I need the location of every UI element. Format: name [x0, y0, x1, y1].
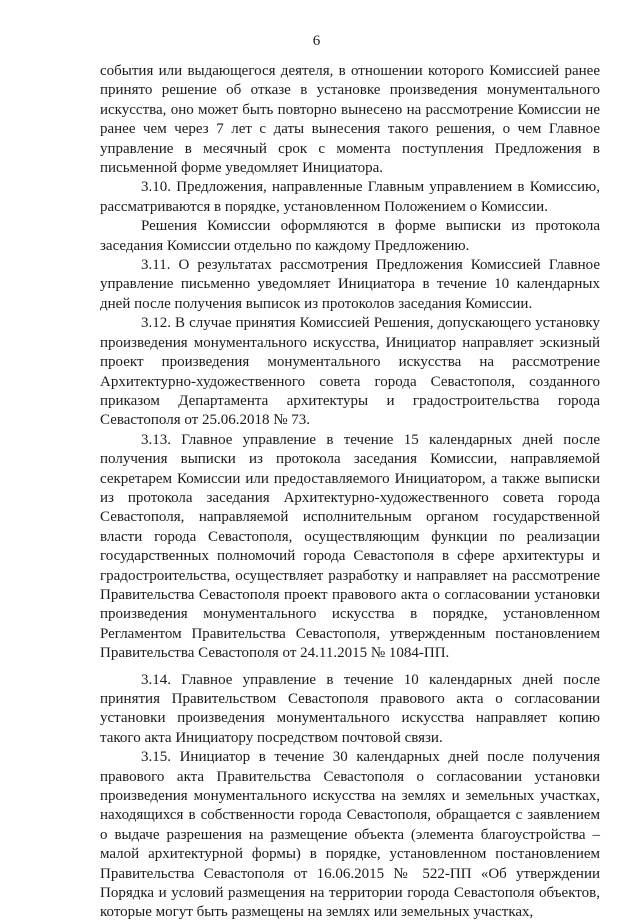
paragraph-commission-decisions: Решения Комиссии оформляются в форме выписки из протокола заседания Комиссии отдельно по каждому Предложению.: [100, 218, 600, 254]
paragraph-3-11: 3.11. О результатах рассмотрения Предложения Комиссией Главное управление письменно уведомляет Инициатора в течение 10 календарных дней после получения выписок из протоколов заседания Комиссии.: [100, 257, 600, 312]
page-number: 6: [312, 33, 321, 49]
paragraph-3-14: 3.14. Главное управление в течение 10 календарных дней после принятия Правительством Севастополя правового акта о согласовании установки произведения монументального искусства направляет копию такого акта Инициатору посредством почтовой связи.: [100, 671, 600, 746]
paragraph-3-13: 3.13. Главное управление в течение 15 календарных дней после получения выписки из протокола заседания Комиссии, направляемой секретарем Комиссии или предоставляемого Инициатором, а также выписки из протокола заседания Архитектурно-художественного совета города Севастополя, направляемой исполнительным органом государственной власти города Севастополя, осуществляющим функции по реализации государственных полномочий города Севастополя в сфере архитектуры и градостроительства, осуществляет разработку и направляет на рассмотрение Правительства Севастополя проект правового акта о согласовании установки произведения монументального искусства в порядке, установленном Регламентом Правительства Севастополя, утвержденным постановлением Правительства Севастополя от 24.11.2015 № 1084-ПП.: [100, 431, 600, 662]
paragraph-continuation: события или выдающегося деятеля, в отношении которого Комиссией ранее принято решение об отказе в установке произведения монументального искусства, оно может быть повторно вынесено на рассмотрение Комиссии не ранее чем через 7 лет с даты вынесения такого решения, о чем Главное управление в месячный срок с момента поступления Предложения в письменной форме уведомляет Инициатора.: [100, 63, 600, 177]
paragraph-3-10: 3.10. Предложения, направленные Главным управлением в Комиссию, рассматриваются в порядке, установленном Положением о Комиссии.: [100, 179, 600, 215]
document-body: [100, 62, 600, 923]
paragraph-3-12: 3.12. В случае принятия Комиссией Решения, допускающего установку произведения монументального искусства, Инициатор направляет эскизный проект произведения монументального искусства на рассмотрение Архитектурно-художественного совета города Севастополя, созданного приказом Департамента архитектуры и градостроительства города Севастополя от 25.06.2018 № 73.: [100, 315, 600, 429]
paragraph-3-15: 3.15. Инициатор в течение 30 календарных дней после получения правового акта Правительства Севастополя о согласовании установки произведения монументального искусства на землях и земельных участках, находящихся в собственности города Севастополя, обращается с заявлением о выдаче разрешения на размещение объекта (элемента благоустройства – малой архитектурной формы) в порядке, установленном постановлением Правительства Севастополя от 16.06.2015 № 522-ПП «Об утверждении Порядка и условий размещения на территории города Севастополя объектов, которые могут быть размещены на землях или земельных участках,: [100, 749, 600, 921]
